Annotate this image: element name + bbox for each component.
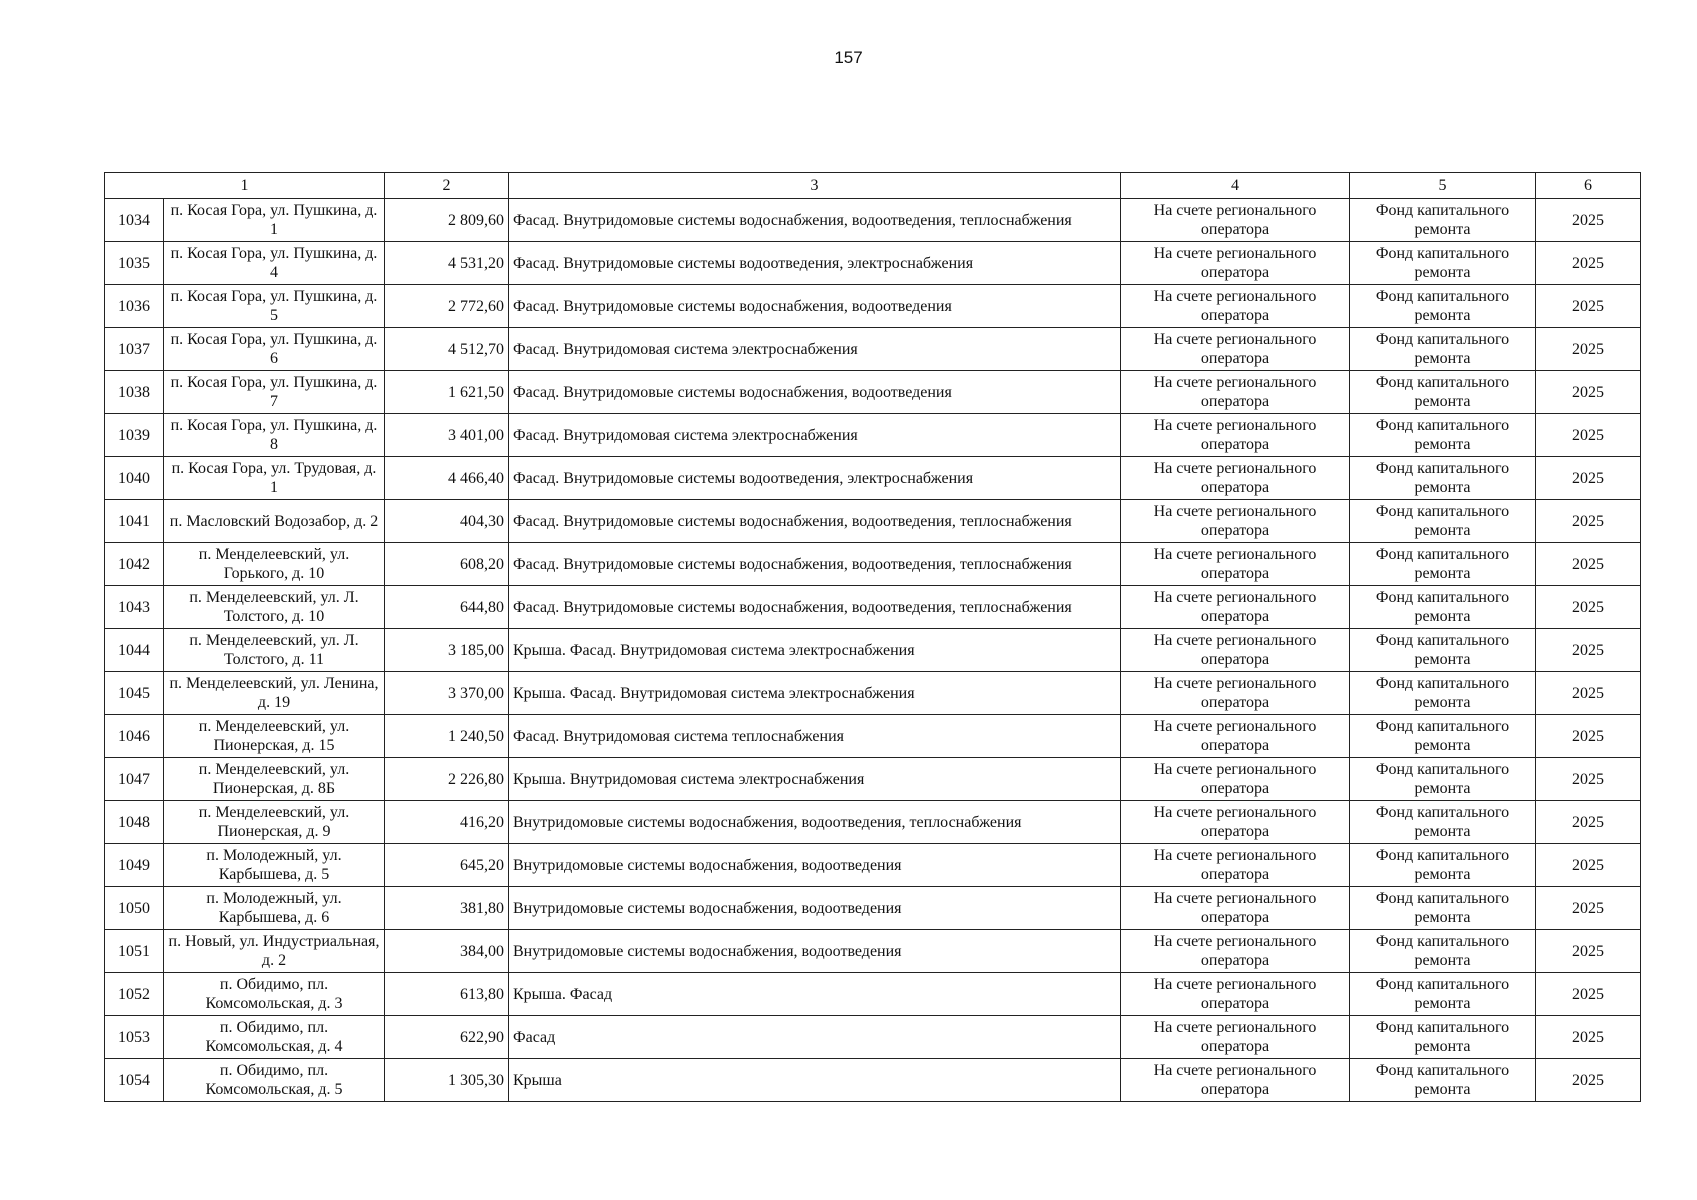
row-number-cell: 1046 xyxy=(105,715,164,758)
address-cell: п. Молодежный, ул. Карбышева, д. 5 xyxy=(164,844,385,887)
row-number-cell: 1035 xyxy=(105,242,164,285)
area-cell: 645,20 xyxy=(385,844,509,887)
row-number-cell: 1044 xyxy=(105,629,164,672)
address-cell: п. Менделеевский, ул. Пионерская, д. 15 xyxy=(164,715,385,758)
account-cell: На счете регионального оператора xyxy=(1121,844,1350,887)
account-cell: На счете регионального оператора xyxy=(1121,543,1350,586)
row-number-cell: 1036 xyxy=(105,285,164,328)
table-row xyxy=(105,844,1641,887)
table-row xyxy=(105,371,1641,414)
works-cell: Фасад. Внутридомовые системы водоснабжения, водоотведения xyxy=(509,285,1121,328)
fund-cell: Фонд капитального ремонта xyxy=(1350,414,1536,457)
works-cell: Крыша. Фасад xyxy=(509,973,1121,1016)
year-cell: 2025 xyxy=(1536,973,1641,1016)
works-cell: Фасад. Внутридомовые системы водоотведения, электроснабжения xyxy=(509,457,1121,500)
address-cell: п. Косая Гора, ул. Трудовая, д. 1 xyxy=(164,457,385,500)
year-cell: 2025 xyxy=(1536,543,1641,586)
year-cell: 2025 xyxy=(1536,586,1641,629)
row-number-cell: 1048 xyxy=(105,801,164,844)
works-cell: Фасад. Внутридомовые системы водоснабжения, водоотведения, теплоснабжения xyxy=(509,586,1121,629)
year-cell: 2025 xyxy=(1536,371,1641,414)
area-cell: 381,80 xyxy=(385,887,509,930)
area-cell: 613,80 xyxy=(385,973,509,1016)
fund-cell: Фонд капитального ремонта xyxy=(1350,973,1536,1016)
address-cell: п. Менделеевский, ул. Ленина, д. 19 xyxy=(164,672,385,715)
area-cell: 2 772,60 xyxy=(385,285,509,328)
year-cell: 2025 xyxy=(1536,285,1641,328)
area-cell: 3 370,00 xyxy=(385,672,509,715)
account-cell: На счете регионального оператора xyxy=(1121,758,1350,801)
account-cell: На счете регионального оператора xyxy=(1121,1016,1350,1059)
account-cell: На счете регионального оператора xyxy=(1121,328,1350,371)
address-cell: п. Масловский Водозабор, д. 2 xyxy=(164,500,385,543)
fund-cell: Фонд капитального ремонта xyxy=(1350,328,1536,371)
area-cell: 4 512,70 xyxy=(385,328,509,371)
table-row xyxy=(105,887,1641,930)
table-row xyxy=(105,242,1641,285)
account-cell: На счете регионального оператора xyxy=(1121,887,1350,930)
fund-cell: Фонд капитального ремонта xyxy=(1350,242,1536,285)
area-cell: 608,20 xyxy=(385,543,509,586)
column-header-6: 6 xyxy=(1536,173,1641,199)
area-cell: 404,30 xyxy=(385,500,509,543)
column-header-2: 2 xyxy=(385,173,509,199)
address-cell: п. Менделеевский, ул. Л. Толстого, д. 10 xyxy=(164,586,385,629)
year-cell: 2025 xyxy=(1536,414,1641,457)
row-number-cell: 1052 xyxy=(105,973,164,1016)
works-cell: Фасад. Внутридомовые системы водоснабжения, водоотведения xyxy=(509,371,1121,414)
fund-cell: Фонд капитального ремонта xyxy=(1350,801,1536,844)
table-body xyxy=(105,199,1641,1102)
table-row xyxy=(105,930,1641,973)
address-cell: п. Менделеевский, ул. Горького, д. 10 xyxy=(164,543,385,586)
works-cell: Внутридомовые системы водоснабжения, водоотведения xyxy=(509,887,1121,930)
works-cell: Крыша. Фасад. Внутридомовая система электроснабжения xyxy=(509,672,1121,715)
account-cell: На счете регионального оператора xyxy=(1121,285,1350,328)
column-header-5: 5 xyxy=(1350,173,1536,199)
area-cell: 4 531,20 xyxy=(385,242,509,285)
account-cell: На счете регионального оператора xyxy=(1121,801,1350,844)
table-row xyxy=(105,457,1641,500)
fund-cell: Фонд капитального ремонта xyxy=(1350,1059,1536,1102)
area-cell: 4 466,40 xyxy=(385,457,509,500)
table-row xyxy=(105,543,1641,586)
table-row xyxy=(105,285,1641,328)
works-cell: Фасад xyxy=(509,1016,1121,1059)
fund-cell: Фонд капитального ремонта xyxy=(1350,199,1536,242)
column-header-3: 3 xyxy=(509,173,1121,199)
account-cell: На счете регионального оператора xyxy=(1121,199,1350,242)
address-cell: п. Косая Гора, ул. Пушкина, д. 5 xyxy=(164,285,385,328)
fund-cell: Фонд капитального ремонта xyxy=(1350,672,1536,715)
account-cell: На счете регионального оператора xyxy=(1121,242,1350,285)
year-cell: 2025 xyxy=(1536,457,1641,500)
table-row xyxy=(105,414,1641,457)
address-cell: п. Менделеевский, ул. Пионерская, д. 9 xyxy=(164,801,385,844)
area-cell: 384,00 xyxy=(385,930,509,973)
year-cell: 2025 xyxy=(1536,715,1641,758)
table-row xyxy=(105,629,1641,672)
year-cell: 2025 xyxy=(1536,199,1641,242)
address-cell: п. Обидимо, пл. Комсомольская, д. 3 xyxy=(164,973,385,1016)
account-cell: На счете регионального оператора xyxy=(1121,414,1350,457)
table-row xyxy=(105,328,1641,371)
works-cell: Внутридомовые системы водоснабжения, водоотведения xyxy=(509,844,1121,887)
year-cell: 2025 xyxy=(1536,887,1641,930)
works-cell: Внутридомовые системы водоснабжения, водоотведения xyxy=(509,930,1121,973)
area-cell: 3 401,00 xyxy=(385,414,509,457)
account-cell: На счете регионального оператора xyxy=(1121,672,1350,715)
address-cell: п. Молодежный, ул. Карбышева, д. 6 xyxy=(164,887,385,930)
area-cell: 1 305,30 xyxy=(385,1059,509,1102)
account-cell: На счете регионального оператора xyxy=(1121,1059,1350,1102)
area-cell: 2 226,80 xyxy=(385,758,509,801)
year-cell: 2025 xyxy=(1536,629,1641,672)
row-number-cell: 1045 xyxy=(105,672,164,715)
address-cell: п. Обидимо, пл. Комсомольская, д. 4 xyxy=(164,1016,385,1059)
row-number-cell: 1051 xyxy=(105,930,164,973)
row-number-cell: 1034 xyxy=(105,199,164,242)
works-cell: Фасад. Внутридомовая система электроснабжения xyxy=(509,414,1121,457)
table-row xyxy=(105,586,1641,629)
works-cell: Крыша xyxy=(509,1059,1121,1102)
column-header-4: 4 xyxy=(1121,173,1350,199)
year-cell: 2025 xyxy=(1536,242,1641,285)
account-cell: На счете регионального оператора xyxy=(1121,629,1350,672)
row-number-cell: 1047 xyxy=(105,758,164,801)
address-cell: п. Косая Гора, ул. Пушкина, д. 7 xyxy=(164,371,385,414)
table-row xyxy=(105,672,1641,715)
column-number-row xyxy=(105,173,1641,199)
row-number-cell: 1042 xyxy=(105,543,164,586)
works-cell: Фасад. Внутридомовая система теплоснабжения xyxy=(509,715,1121,758)
address-cell: п. Косая Гора, ул. Пушкина, д. 8 xyxy=(164,414,385,457)
row-number-cell: 1039 xyxy=(105,414,164,457)
works-cell: Фасад. Внутридомовая система электроснабжения xyxy=(509,328,1121,371)
year-cell: 2025 xyxy=(1536,500,1641,543)
page-number: 157 xyxy=(834,48,863,67)
table-row xyxy=(105,715,1641,758)
fund-cell: Фонд капитального ремонта xyxy=(1350,586,1536,629)
area-cell: 2 809,60 xyxy=(385,199,509,242)
account-cell: На счете регионального оператора xyxy=(1121,457,1350,500)
column-header-1: 1 xyxy=(105,173,385,199)
year-cell: 2025 xyxy=(1536,1059,1641,1102)
area-cell: 416,20 xyxy=(385,801,509,844)
works-cell: Фасад. Внутридомовые системы водоснабжения, водоотведения, теплоснабжения xyxy=(509,199,1121,242)
works-cell: Внутридомовые системы водоснабжения, водоотведения, теплоснабжения xyxy=(509,801,1121,844)
year-cell: 2025 xyxy=(1536,328,1641,371)
works-cell: Фасад. Внутридомовые системы водоснабжения, водоотведения, теплоснабжения xyxy=(509,543,1121,586)
year-cell: 2025 xyxy=(1536,801,1641,844)
fund-cell: Фонд капитального ремонта xyxy=(1350,758,1536,801)
works-cell: Крыша. Фасад. Внутридомовая система электроснабжения xyxy=(509,629,1121,672)
fund-cell: Фонд капитального ремонта xyxy=(1350,629,1536,672)
row-number-cell: 1041 xyxy=(105,500,164,543)
row-number-cell: 1050 xyxy=(105,887,164,930)
area-cell: 3 185,00 xyxy=(385,629,509,672)
address-cell: п. Обидимо, пл. Комсомольская, д. 5 xyxy=(164,1059,385,1102)
year-cell: 2025 xyxy=(1536,930,1641,973)
works-cell: Фасад. Внутридомовые системы водоотведения, электроснабжения xyxy=(509,242,1121,285)
address-cell: п. Менделеевский, ул. Л. Толстого, д. 11 xyxy=(164,629,385,672)
fund-cell: Фонд капитального ремонта xyxy=(1350,457,1536,500)
fund-cell: Фонд капитального ремонта xyxy=(1350,500,1536,543)
address-cell: п. Косая Гора, ул. Пушкина, д. 6 xyxy=(164,328,385,371)
address-cell: п. Косая Гора, ул. Пушкина, д. 1 xyxy=(164,199,385,242)
area-cell: 622,90 xyxy=(385,1016,509,1059)
area-cell: 1 240,50 xyxy=(385,715,509,758)
row-number-cell: 1053 xyxy=(105,1016,164,1059)
row-number-cell: 1049 xyxy=(105,844,164,887)
fund-cell: Фонд капитального ремонта xyxy=(1350,887,1536,930)
table-row xyxy=(105,973,1641,1016)
fund-cell: Фонд капитального ремонта xyxy=(1350,715,1536,758)
works-cell: Фасад. Внутридомовые системы водоснабжения, водоотведения, теплоснабжения xyxy=(509,500,1121,543)
account-cell: На счете регионального оператора xyxy=(1121,586,1350,629)
capital-repair-table xyxy=(104,172,1641,1102)
fund-cell: Фонд капитального ремонта xyxy=(1350,371,1536,414)
fund-cell: Фонд капитального ремонта xyxy=(1350,930,1536,973)
row-number-cell: 1043 xyxy=(105,586,164,629)
row-number-cell: 1040 xyxy=(105,457,164,500)
year-cell: 2025 xyxy=(1536,672,1641,715)
works-cell: Крыша. Внутридомовая система электроснабжения xyxy=(509,758,1121,801)
row-number-cell: 1038 xyxy=(105,371,164,414)
table-row xyxy=(105,1059,1641,1102)
year-cell: 2025 xyxy=(1536,1016,1641,1059)
fund-cell: Фонд капитального ремонта xyxy=(1350,285,1536,328)
area-cell: 644,80 xyxy=(385,586,509,629)
year-cell: 2025 xyxy=(1536,844,1641,887)
year-cell: 2025 xyxy=(1536,758,1641,801)
address-cell: п. Косая Гора, ул. Пушкина, д. 4 xyxy=(164,242,385,285)
row-number-cell: 1037 xyxy=(105,328,164,371)
account-cell: На счете регионального оператора xyxy=(1121,371,1350,414)
row-number-cell: 1054 xyxy=(105,1059,164,1102)
table-row xyxy=(105,1016,1641,1059)
address-cell: п. Новый, ул. Индустриальная, д. 2 xyxy=(164,930,385,973)
account-cell: На счете регионального оператора xyxy=(1121,973,1350,1016)
account-cell: На счете регионального оператора xyxy=(1121,930,1350,973)
table-row xyxy=(105,801,1641,844)
fund-cell: Фонд капитального ремонта xyxy=(1350,844,1536,887)
fund-cell: Фонд капитального ремонта xyxy=(1350,1016,1536,1059)
table-row xyxy=(105,199,1641,242)
area-cell: 1 621,50 xyxy=(385,371,509,414)
table-row xyxy=(105,500,1641,543)
fund-cell: Фонд капитального ремонта xyxy=(1350,543,1536,586)
table-row xyxy=(105,758,1641,801)
account-cell: На счете регионального оператора xyxy=(1121,500,1350,543)
address-cell: п. Менделеевский, ул. Пионерская, д. 8Б xyxy=(164,758,385,801)
account-cell: На счете регионального оператора xyxy=(1121,715,1350,758)
